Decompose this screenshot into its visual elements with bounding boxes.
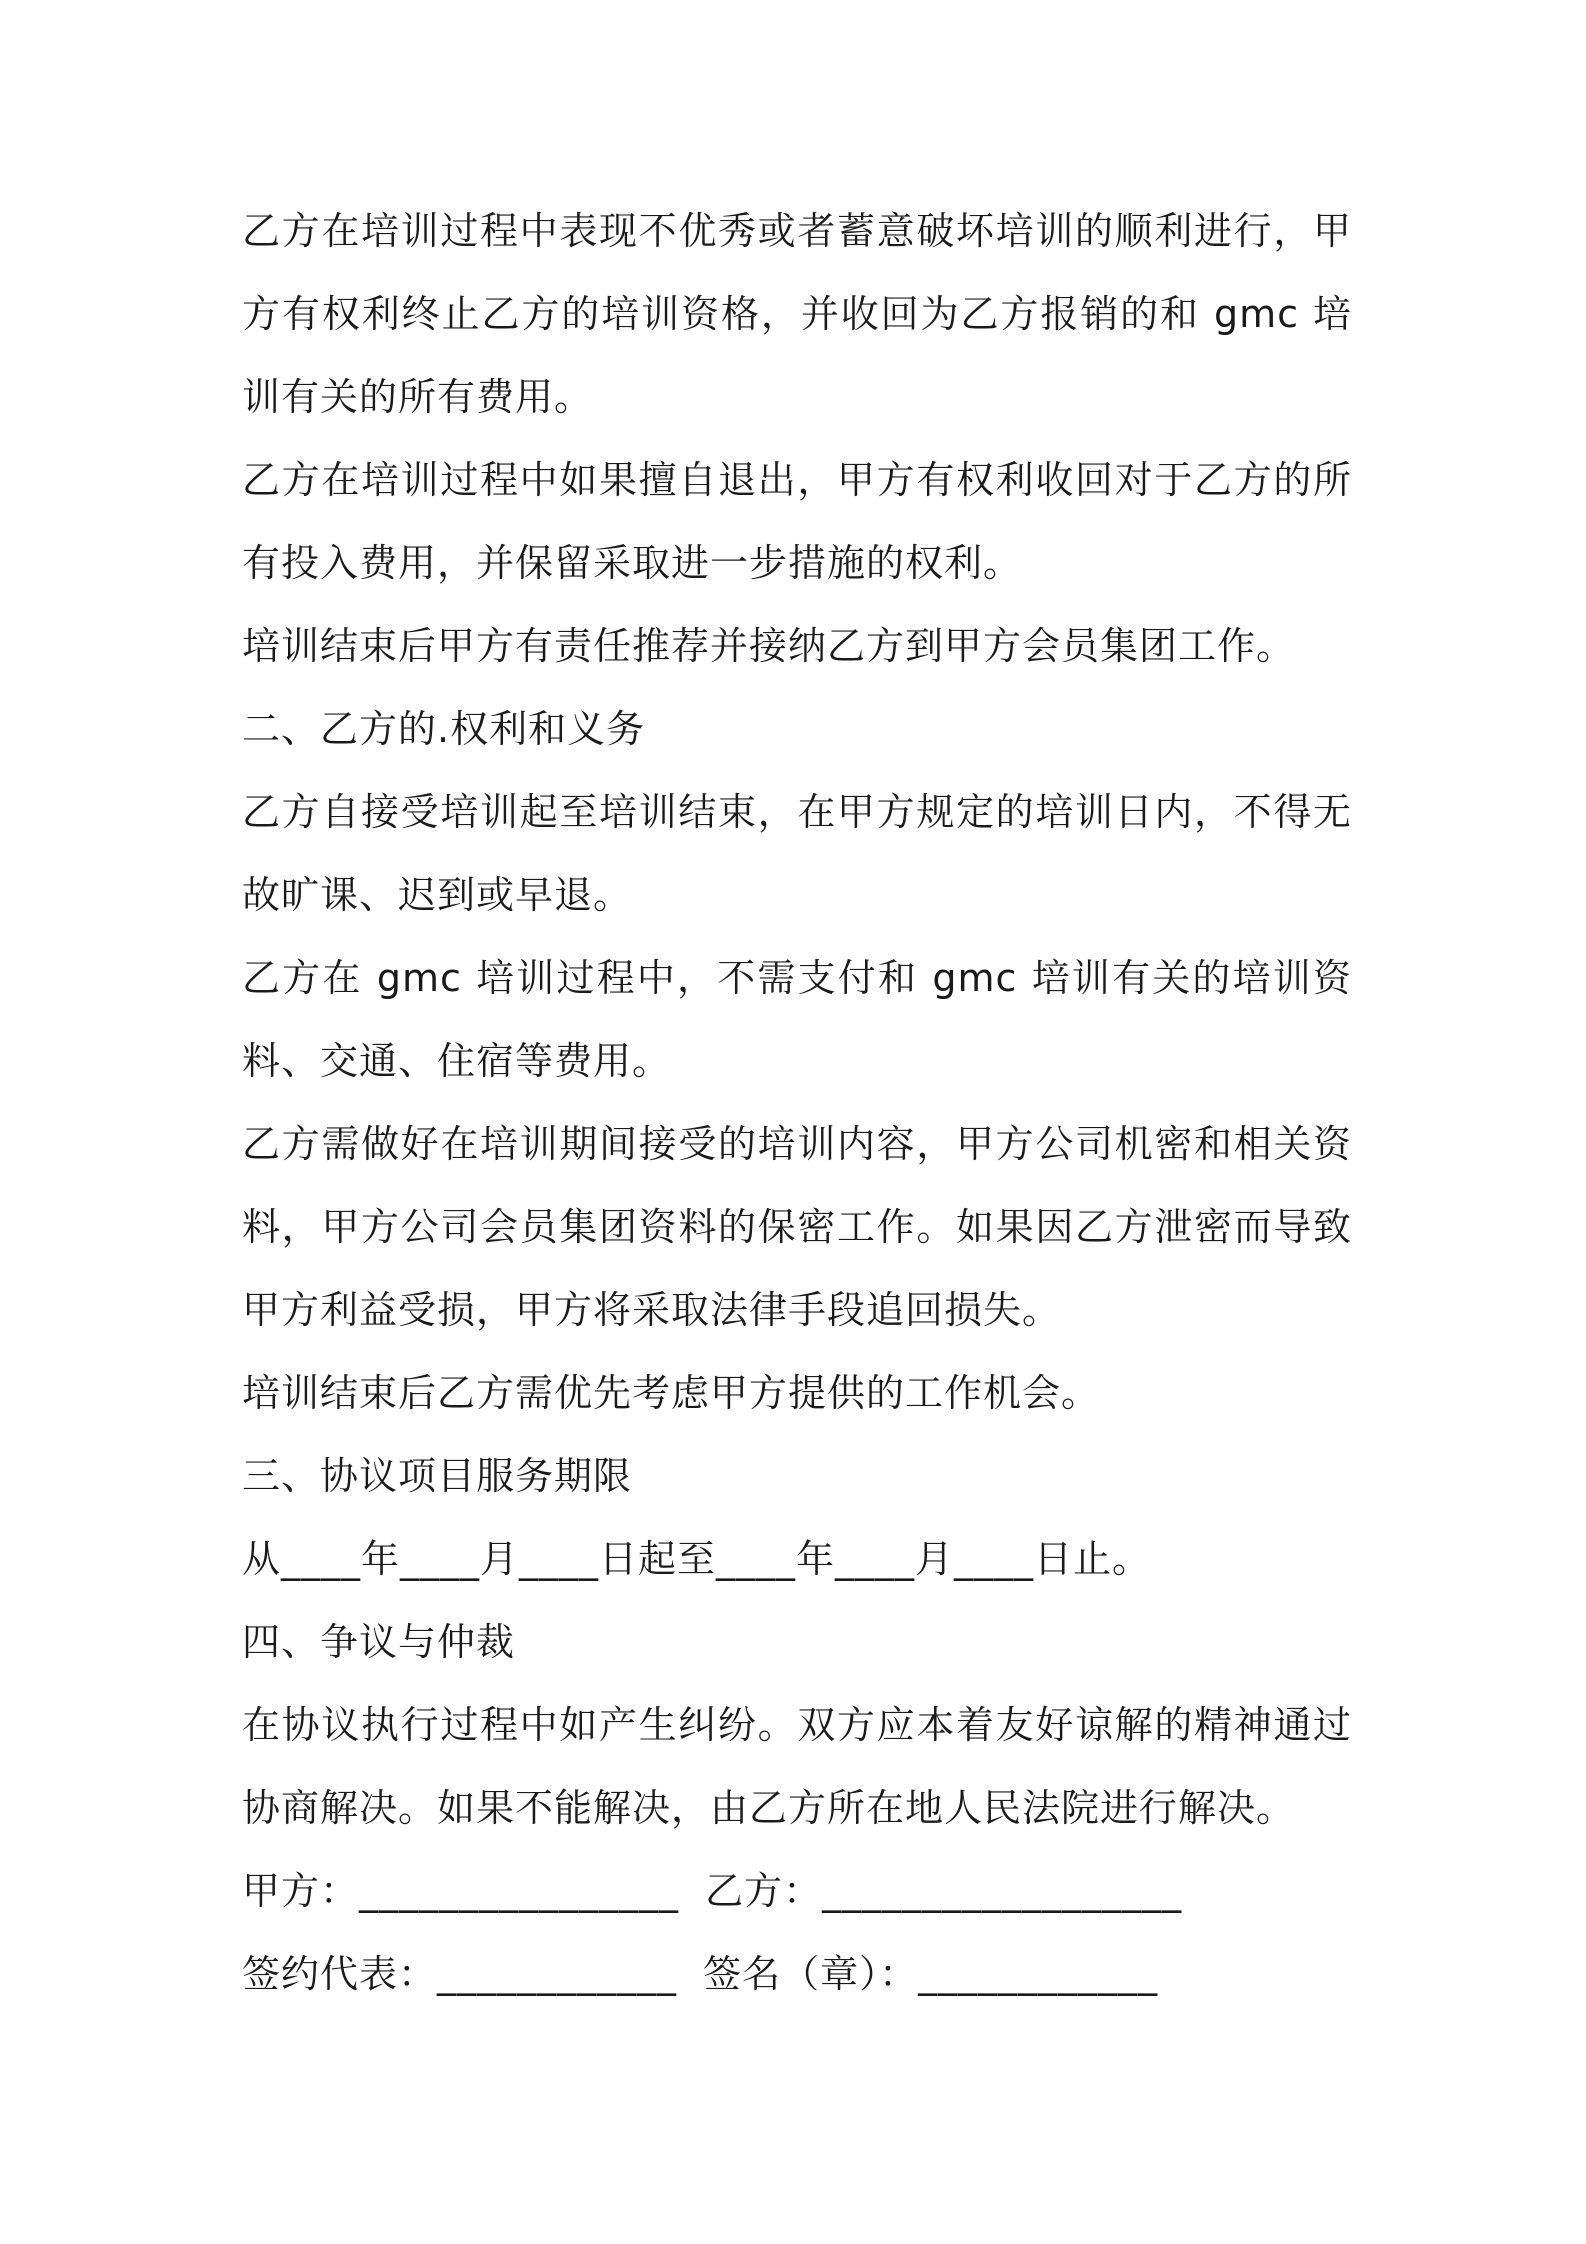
paragraph-attendance: 乙方自接受培训起至培训结束，在甲方规定的培训日内，不得无故旷课、迟到或早退。 bbox=[242, 790, 1352, 917]
paragraph-fees: 乙方在 gmc 培训过程中，不需支付和 gmc 培训有关的培训资料、交通、住宿等费用。 bbox=[242, 956, 1352, 1083]
signature-representative-line: 签约代表：____________ 签名（章）：____________ bbox=[242, 1952, 1159, 1996]
signature-parties-line: 甲方：________________ 乙方：__________________ bbox=[242, 1869, 1183, 1913]
section4-heading: 四、争议与仲裁 bbox=[242, 1620, 516, 1664]
section2-heading: 二、乙方的.权利和义务 bbox=[242, 707, 646, 751]
paragraph-withdrawal: 乙方在培训过程中如果擅自退出，甲方有权利收回对于乙方的所有投入费用，并保留采取进一步措施的权利。 bbox=[242, 458, 1352, 585]
service-period-line: 从____年____月____日起至____年____月____日止。 bbox=[242, 1537, 1152, 1581]
paragraph-recommendation: 培训结束后甲方有责任推荐并接纳乙方到甲方会员集团工作。 bbox=[242, 624, 1296, 668]
section3-heading: 三、协议项目服务期限 bbox=[242, 1454, 633, 1498]
paragraph-training-termination: 乙方在培训过程中表现不优秀或者蓄意破坏培训的顺利进行，甲方有权利终止乙方的培训资格，并收回为乙方报销的和 gmc 培训有关的所有费用。 bbox=[242, 209, 1352, 419]
paragraph-confidentiality: 乙方需做好在培训期间接受的培训内容，甲方公司机密和相关资料，甲方公司会员集团资料的保密工作。如果因乙方泄密而导致甲方利益受损，甲方将采取法律手段追回损失。 bbox=[242, 1122, 1352, 1332]
document-body bbox=[242, 190, 1352, 2016]
paragraph-dispute: 在协议执行过程中如产生纠纷。双方应本着友好谅解的精神通过协商解决。如果不能解决，由乙方所在地人民法院进行解决。 bbox=[242, 1703, 1352, 1830]
paragraph-job-priority: 培训结束后乙方需优先考虑甲方提供的工作机会。 bbox=[242, 1371, 1101, 1415]
